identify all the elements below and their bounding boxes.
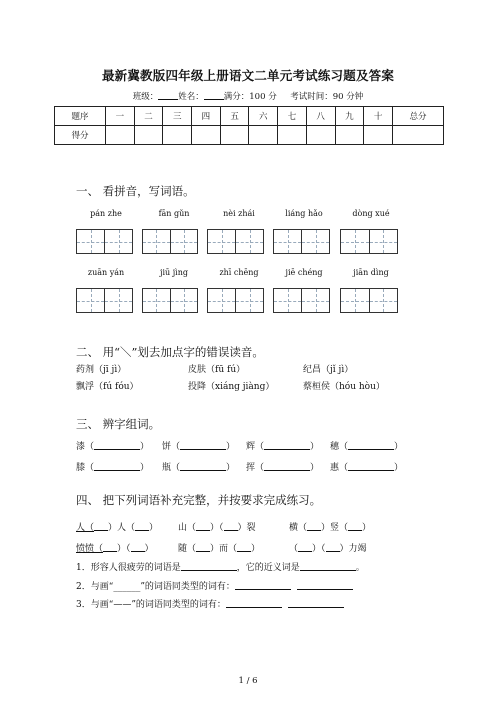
question-1: 1．形容人很疲劳的词语是 ，它的近义词是 。 — [76, 563, 365, 573]
table-cell: 五 — [220, 107, 249, 126]
answer-blank[interactable] — [264, 441, 310, 450]
table-cell: 一 — [106, 107, 135, 126]
answer-blank[interactable] — [237, 543, 251, 552]
answer-blank[interactable] — [94, 522, 108, 531]
reading-item: 飘浮（fú fóu） — [76, 382, 139, 392]
answer-blank[interactable] — [181, 562, 237, 571]
pinyin-label: zuān yán — [87, 268, 125, 277]
idiom-item: 随（ ）而（ ） — [178, 544, 261, 554]
score-input-cell[interactable] — [393, 126, 444, 145]
reading-item: 纪昌（jǐ jì） — [303, 365, 354, 375]
writing-grid[interactable] — [273, 229, 330, 254]
word-group-item: 饼（ ） — [162, 442, 236, 452]
answer-blank[interactable] — [94, 462, 140, 471]
class-blank[interactable] — [158, 91, 178, 100]
score-input-cell[interactable] — [364, 126, 393, 145]
word-group-item: 惠（ ） — [330, 463, 404, 473]
reading-item: 皮肤（fū fú） — [188, 365, 246, 375]
table-cell: 四 — [192, 107, 221, 126]
table-cell: 题序 — [55, 107, 106, 126]
answer-blank[interactable] — [348, 522, 362, 531]
answer-blank[interactable] — [180, 441, 226, 450]
pinyin-label: jiū jìng — [159, 268, 189, 277]
idiom-item: 愤愤（ ）（ ） — [76, 544, 154, 554]
answer-blank[interactable] — [300, 562, 356, 571]
idiom-item: （ ）（ ）力竭 — [289, 544, 367, 554]
answer-blank[interactable] — [131, 543, 145, 552]
answer-blank[interactable] — [196, 522, 210, 531]
table-cell: 三 — [163, 107, 192, 126]
idiom-item: 人（ ）人（ ） — [76, 523, 159, 533]
table-cell: 得分 — [55, 126, 106, 145]
score-input-cell[interactable] — [306, 126, 335, 145]
table-cell: 八 — [306, 107, 335, 126]
section-2-heading: 二、 用“＼”划去加点字的错误读音。 — [76, 345, 264, 359]
writing-grid[interactable] — [340, 288, 398, 313]
answer-blank[interactable] — [298, 543, 312, 552]
idiom-item: 山（ ）（ ）裂 — [178, 523, 256, 533]
answer-blank[interactable] — [326, 543, 340, 552]
section-3-heading: 三、 辨字组词。 — [76, 417, 161, 431]
word-group-item: 辉（ ） — [246, 442, 320, 452]
idiom-item: 横（ ）竖（ ） — [289, 523, 372, 533]
pinyin-label: pán zhe — [90, 209, 122, 218]
writing-grid[interactable] — [76, 229, 133, 254]
answer-blank[interactable] — [297, 581, 353, 590]
score-input-cell[interactable] — [278, 126, 307, 145]
table-cell: 九 — [335, 107, 364, 126]
question-3: 3．与画“——”的词语同类型的词有： — [76, 597, 344, 610]
writing-grid[interactable] — [142, 288, 198, 313]
table-cell: 十 — [364, 107, 393, 126]
pinyin-label: liáng hǎo — [285, 209, 323, 218]
answer-blank[interactable] — [196, 543, 210, 552]
score-input-cell[interactable] — [106, 126, 135, 145]
pinyin-label: zhī chēng — [219, 268, 259, 277]
score-input-cell[interactable] — [220, 126, 249, 145]
score-input-cell[interactable] — [192, 126, 221, 145]
pinyin-label: fān gǔn — [158, 209, 190, 218]
pinyin-label: dòng xué — [352, 209, 390, 218]
answer-blank[interactable] — [264, 462, 310, 471]
section-4-heading: 四、 把下列词语补充完整，并按要求完成练习。 — [76, 493, 322, 507]
page-title: 最新冀教版四年级上册语文二单元考试练习题及答案 — [101, 68, 395, 83]
name-label: 姓名： — [178, 92, 204, 102]
answer-blank[interactable] — [103, 543, 117, 552]
writing-grid[interactable] — [340, 229, 398, 254]
pinyin-label: jiē chéng — [285, 268, 323, 277]
answer-blank[interactable] — [288, 599, 344, 608]
answer-blank[interactable] — [226, 599, 282, 608]
answer-blank[interactable] — [348, 462, 394, 471]
reading-item: 蔡桓侯（hóu hòu） — [303, 382, 385, 392]
reading-item: 投降（xiáng jiàng） — [188, 382, 275, 392]
word-group-item: 漆（ ） — [76, 442, 150, 452]
reading-item: 药剂（jī jì） — [76, 365, 127, 375]
pinyin-label: jiān dìng — [353, 268, 389, 277]
score-table — [54, 106, 444, 145]
class-label: 班级： — [132, 92, 159, 102]
answer-blank[interactable] — [224, 522, 238, 531]
word-group-item: 穗（ ） — [330, 442, 404, 452]
exam-info — [0, 90, 496, 102]
word-group-item: 挥（ ） — [246, 463, 320, 473]
pinyin-label: nèi zhái — [223, 209, 255, 218]
answer-blank[interactable] — [235, 581, 291, 590]
question-2: 2．与画“______”的词语同类型的词有： — [76, 579, 353, 592]
score-table-row — [55, 126, 444, 145]
answer-blank[interactable] — [94, 441, 140, 450]
writing-grid[interactable] — [142, 229, 198, 254]
table-cell: 二 — [134, 107, 163, 126]
answer-blank[interactable] — [180, 462, 226, 471]
page-number: 1 / 6 — [238, 676, 258, 686]
writing-grid[interactable] — [76, 288, 133, 313]
word-group-item: 瓶（ ） — [162, 463, 236, 473]
score-input-cell[interactable] — [335, 126, 364, 145]
table-cell: 总分 — [393, 107, 444, 126]
score-input-cell[interactable] — [163, 126, 192, 145]
answer-blank[interactable] — [307, 522, 321, 531]
word-group-item: 膝（ ） — [76, 463, 150, 473]
section-1-heading: 一、 看拼音，写词语。 — [76, 184, 195, 198]
name-blank[interactable] — [204, 91, 224, 100]
writing-grid[interactable] — [273, 288, 330, 313]
score-input-cell[interactable] — [134, 126, 163, 145]
exam-time: 考试时间：90 分钟 — [290, 92, 364, 102]
answer-blank[interactable] — [348, 441, 394, 450]
answer-blank[interactable] — [135, 522, 149, 531]
writing-grid[interactable] — [207, 229, 264, 254]
score-input-cell[interactable] — [249, 126, 278, 145]
table-cell: 六 — [249, 107, 278, 126]
table-cell: 七 — [278, 107, 307, 126]
writing-grid[interactable] — [207, 288, 264, 313]
full-score: 满分：100 分 — [223, 92, 277, 102]
score-table-header — [55, 107, 444, 126]
